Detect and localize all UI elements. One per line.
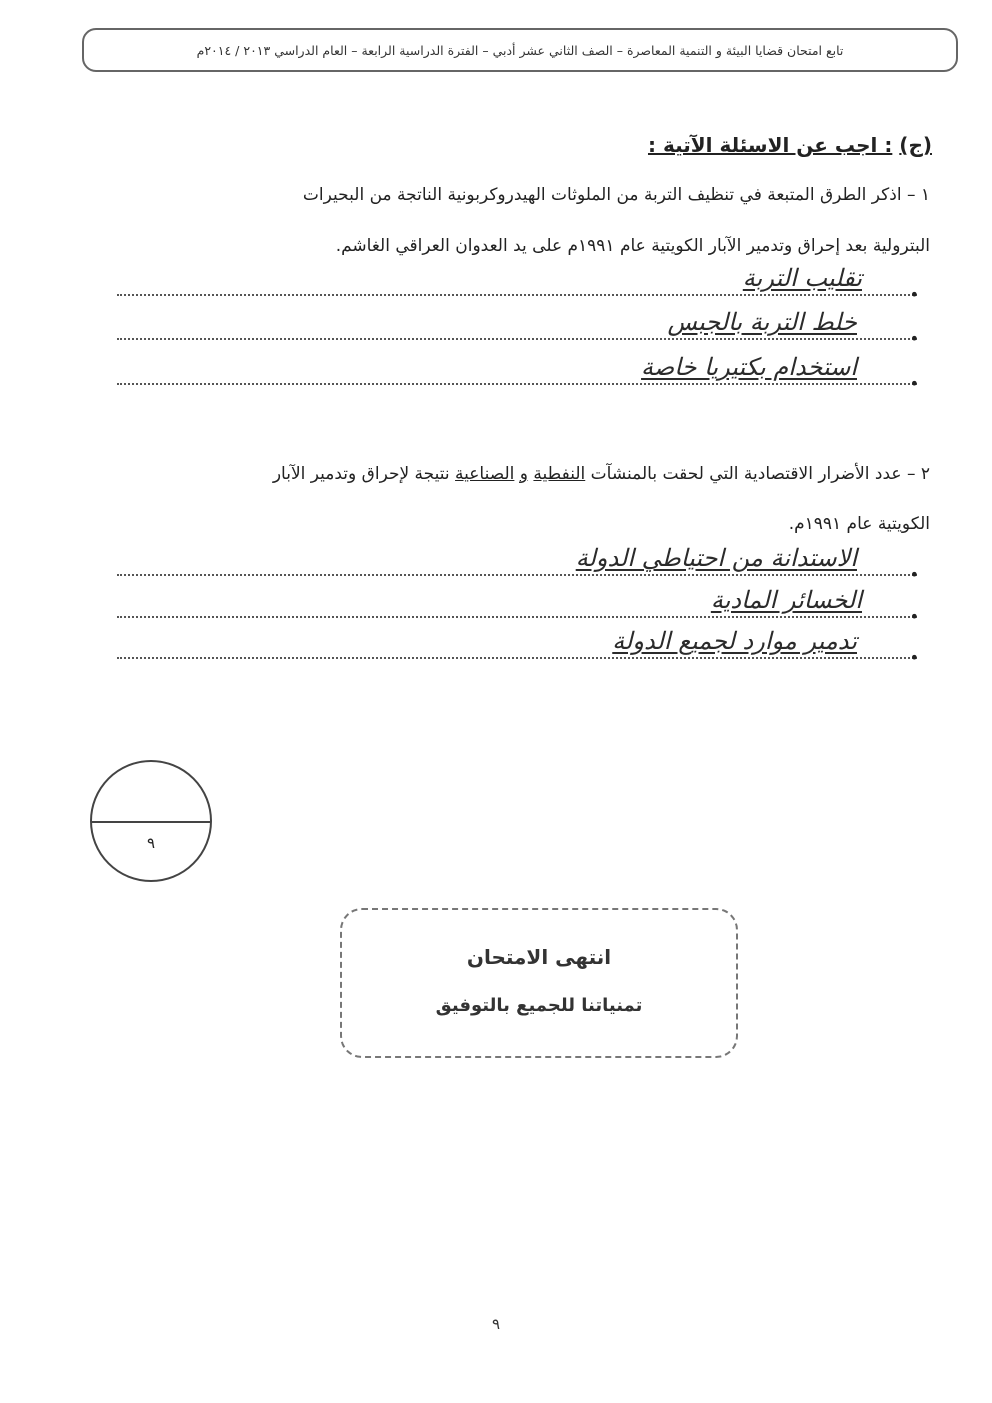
section-instruction: : اجب عن الاسئلة الآتية :	[647, 133, 893, 157]
answer-line	[117, 353, 919, 393]
answer-line	[117, 544, 919, 584]
header-text: تابع امتحان قضايا البيئة و التنمية المعاصرة – الصف الثاني عشر أدبي – الفترة الدراسية الرابعة – العام الدراسي ٢٠١٣ / ٢٠١٤م	[196, 42, 844, 58]
bullet: •	[909, 648, 919, 667]
score-max: ٩	[146, 834, 156, 852]
handwritten-answer: خلط التربة بالجبس	[667, 308, 857, 336]
answer-line	[117, 627, 919, 667]
good-luck-message: تمنياتنا للجميع بالتوفيق	[435, 995, 643, 1016]
question-2-line-2: الكويتية عام ١٩٩١م.	[788, 514, 930, 534]
end-of-exam-box	[340, 908, 738, 1058]
bullet: •	[909, 565, 919, 584]
question-2-line-1	[273, 464, 930, 484]
handwritten-answer: تدمير موارد لجميع الدولة	[612, 627, 857, 655]
question-1-line-1: ١ – اذكر الطرق المتبعة في تنظيف التربة من الملوثات الهيدروكربونية الناتجة من البحيرات	[302, 185, 930, 205]
bullet: •	[909, 285, 919, 304]
question-2-underlined-and: و	[519, 464, 529, 484]
handwritten-answer: الخسائر المادية	[710, 586, 862, 614]
page-number: ٩	[491, 1315, 501, 1333]
answer-line	[117, 308, 919, 348]
bullet: •	[909, 329, 919, 348]
answer-line	[117, 586, 919, 626]
handwritten-answer: تقليب التربة	[742, 264, 862, 292]
question-2-underlined-industrial: الصناعية	[455, 464, 515, 484]
header-box	[82, 28, 958, 72]
end-of-exam-title: انتهى الامتحان	[466, 945, 612, 969]
handwritten-answer: استخدام بكتيريا خاصة	[641, 353, 857, 381]
answer-line	[117, 264, 919, 304]
question-1-line-2: البترولية بعد إحراق وتدمير الآبار الكويتية عام ١٩٩١م على يد العدوان العراقي الغاشم.	[335, 236, 930, 256]
bullet: •	[909, 374, 919, 393]
question-2-text-start: ٢ – عدد الأضرار الاقتصادية التي لحقت بالمنشآت	[590, 464, 930, 484]
section-heading	[648, 133, 932, 157]
handwritten-answer: الاستدانة من احتياطي الدولة	[575, 544, 857, 572]
question-2-text-end: نتيجة لإحراق وتدمير الآبار	[272, 464, 450, 484]
section-label: (ج)	[899, 133, 932, 157]
score-circle	[90, 760, 212, 882]
question-2-underlined-oil: النفطية	[533, 464, 586, 484]
bullet: •	[909, 607, 919, 626]
score-divider	[92, 821, 210, 823]
